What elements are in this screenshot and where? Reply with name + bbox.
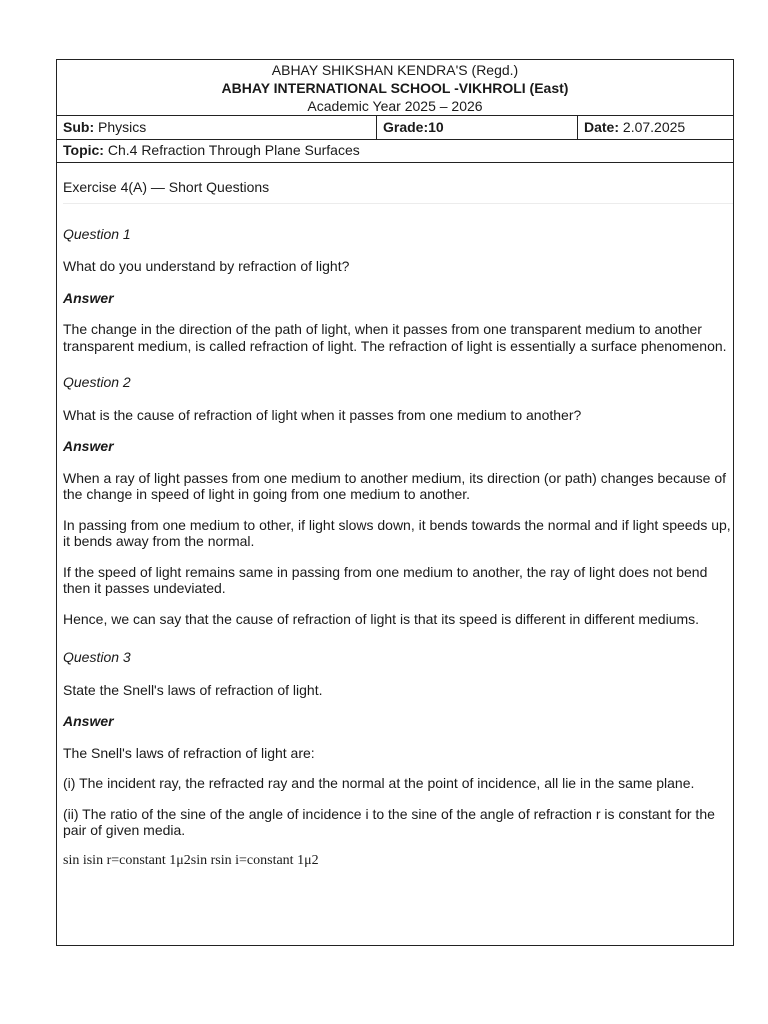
grade-label: Grade:10 <box>383 119 444 135</box>
grade-cell <box>377 116 578 139</box>
topic-row <box>57 140 733 163</box>
question-text: State the Snell's laws of refraction of light. <box>63 681 323 698</box>
answer-paragraph: (i) The incident ray, the refracted ray and the normal at the point of incidence, all lie in the same plane. <box>63 775 695 791</box>
info-row <box>57 116 733 140</box>
school-header <box>57 60 733 116</box>
answer-paragraph: (ii) The ratio of the sine of the angle of incidence i to the sine of the angle of refraction r is constant for the pair of given media. <box>63 805 715 838</box>
answer-paragraph: If the speed of light remains same in passing from one medium to another, the ray of light does not bend then it passes undeviated. <box>63 563 708 596</box>
date-cell <box>578 116 733 139</box>
topic-label: Topic: <box>63 142 104 158</box>
content-body <box>57 179 733 869</box>
subject-label: Sub: <box>63 119 95 135</box>
answer-label: Answer <box>63 289 114 306</box>
answer-paragraph: Hence, we can say that the cause of refraction of light is that its speed is different in different mediums. <box>63 610 700 627</box>
answer-paragraph: In passing from one medium to other, if light slows down, it bends towards the normal and if light speeds up, it bends away from the normal. <box>63 516 731 549</box>
school-name: ABHAY INTERNATIONAL SCHOOL -VIKHROLI (East) <box>221 80 569 96</box>
answer-paragraph: The change in the direction of the path of light, when it passes from one transparent medium to another transparent medium, is called refraction of light. The refraction of light is essentially a surface phenomenon. <box>63 321 727 354</box>
answer-label: Answer <box>63 713 114 729</box>
question-label: Question 3 <box>63 649 131 665</box>
question-label: Question 2 <box>63 374 131 390</box>
question-text: What do you understand by refraction of light? <box>63 258 350 274</box>
date-label: Date: <box>584 119 620 135</box>
topic-value: Ch.4 Refraction Through Plane Surfaces <box>103 142 360 158</box>
subject-cell <box>57 116 377 139</box>
academic-year: Academic Year 2025 – 2026 <box>307 98 483 114</box>
org-name: ABHAY SHIKSHAN KENDRA'S (Regd.) <box>271 62 519 78</box>
answer-paragraph: When a ray of light passes from one medium to another medium, its direction (or path) changes because of the change in speed of light in going from one medium to another. <box>63 469 727 502</box>
date-value: 2.07.2025 <box>619 119 686 135</box>
answer-label: Answer <box>63 438 114 454</box>
answer-paragraph: The Snell's laws of refraction of light are: <box>63 744 315 761</box>
question-text: What is the cause of refraction of light when it passes from one medium to another? <box>63 406 582 423</box>
worksheet <box>56 59 734 946</box>
snell-formula: sin isin r=constant 1μ2sin rsin i=constant 1μ2 <box>63 852 319 868</box>
question-label: Question 1 <box>63 225 131 242</box>
exercise-title: Exercise 4(A) — Short Questions <box>63 179 733 204</box>
subject-value: Physics <box>94 119 147 135</box>
